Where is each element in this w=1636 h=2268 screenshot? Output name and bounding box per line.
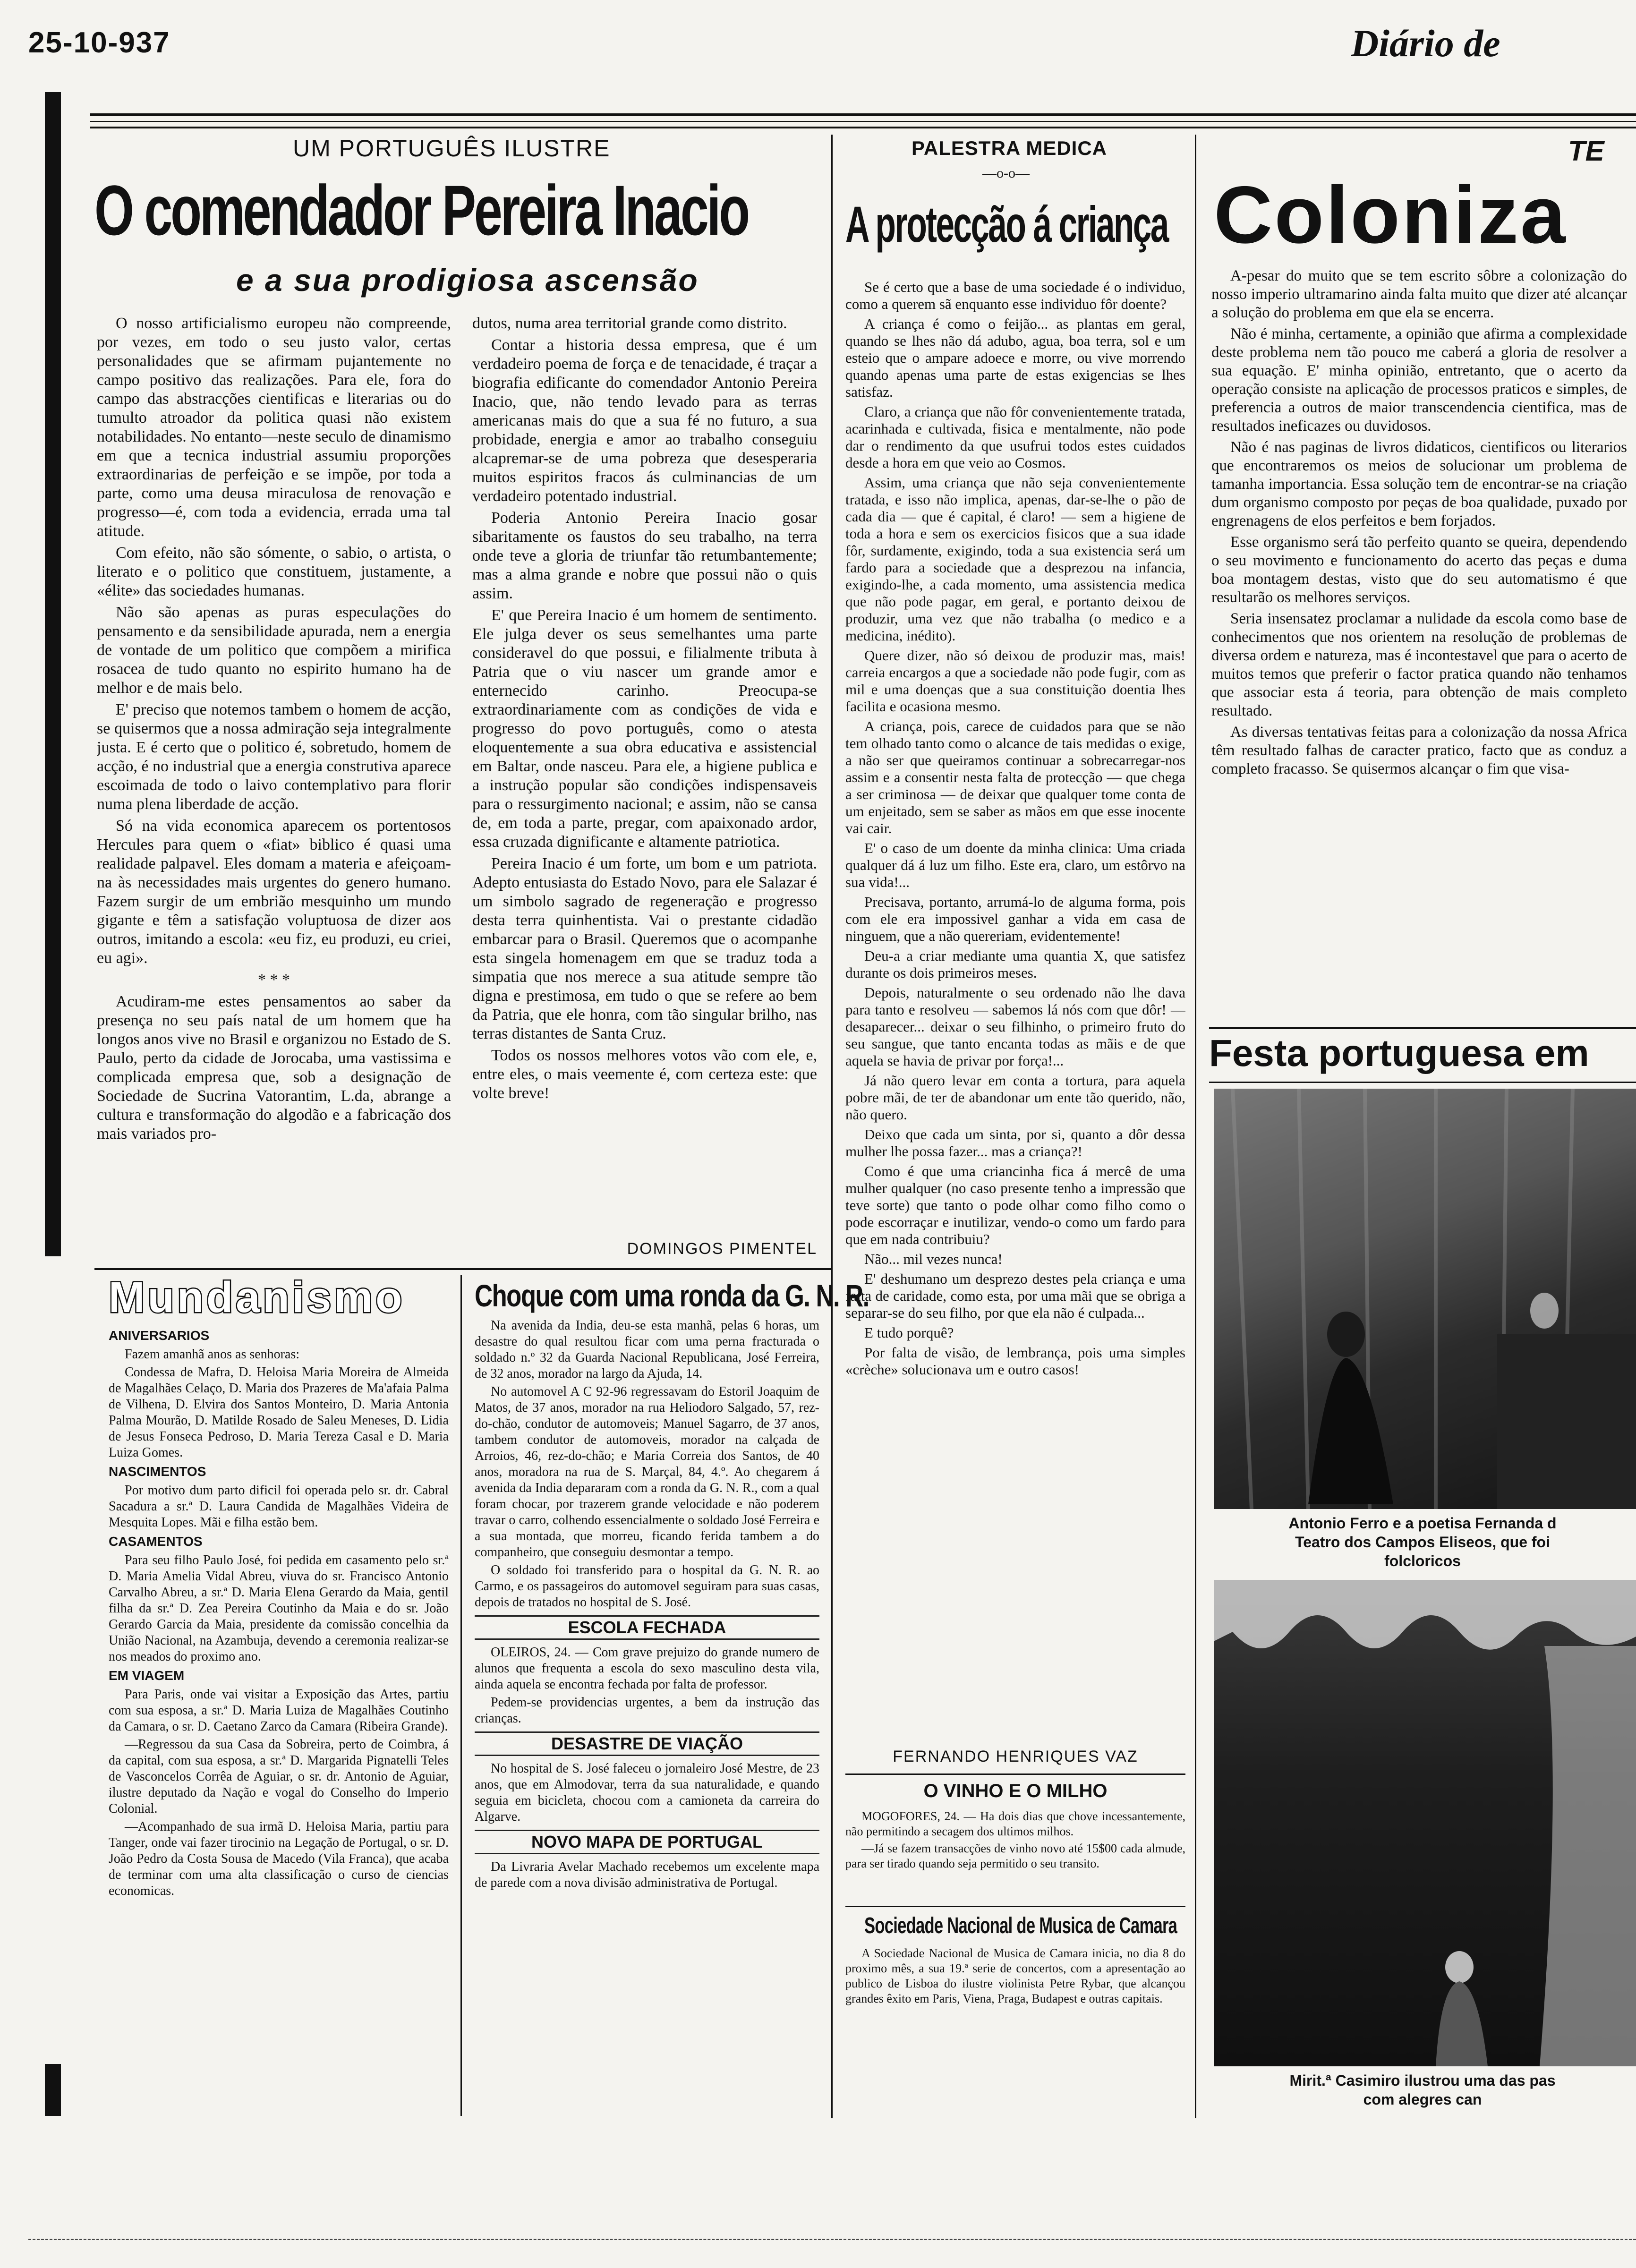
escola-headline: ESCOLA FECHADA bbox=[475, 1615, 819, 1640]
left-margin-bar-bottom bbox=[45, 2064, 61, 2116]
palestra-paragraph: Quere dizer, não só deixou de produzir mas, mais! carreia encargos a que a sociedade não pode fugir, com as mil e uma doenças que a sua constituição doentia lhes facilita e ocasiona mesmo. bbox=[845, 647, 1185, 715]
brief-paragraph: No automovel A C 92-96 regressavam do Estoril Joaquim de Matos, de 37 anos, morador na rua Heliodoro Salgado, 57, rez-do-chão, condutor de automoveis; Manuel Sagarro, de 37 anos, tambem condutor de automoveis, morador na calçada de Arroios, 46, rez-do-chão; e Maria Correia dos Santos, de 40 anos, moradora na rua de S. Marçal, 84, 4.º. Ao chegarem á avenida da India depararam com a ronda da G. N. R., com a qual foram chocar, por trazerem grande velocidade e não poderem travar o carro, colhendo essencialmente o soldado José Ferreira e a sua montada, que morreu, ficando ferida tambem a do companheiro, que conseguiu desmontar a tempo. bbox=[475, 1384, 819, 1560]
section-label-em-viagem: EM VIAGEM bbox=[109, 1668, 185, 1683]
palestra-paragraph: E' o caso de um doente da minha clinica: Uma criada qualquer dá á luz um filho. Este era, claro, um estôrvo na sua vida!... bbox=[845, 840, 1185, 890]
article-column-2 bbox=[472, 314, 817, 1240]
article-paragraph: Não são apenas as puras especulações do pensamento e da sensibilidade apurada, nem a energia de vontade de um politico que compõem a mirifica rosacea de tudo quanto no espirito humano ha de melhor e de mais belo. bbox=[97, 604, 451, 697]
mundanismo-title: Mundanismo bbox=[109, 1273, 405, 1322]
right-paragraph: Seria insensatez proclamar a nulidade da escola como base de conhecimentos que nos orientem na resolução de problemas de diversa ordem e natureza, mas é incontestavel que para o acerto de muitos temos que preferir o factor pratica quando não tenhamos que associar esta á teoria, para obtenção de mais completo resultado. bbox=[1211, 610, 1627, 719]
right-paragraph: Esse organismo será tão perfeito quanto se queira, dependendo o seu movimento e funcionamento do acerto das peças e duma boa montagem destas, visto que do seu automatismo é que resultarão os melhores serviços. bbox=[1211, 534, 1627, 606]
caption-line: Teatro dos Campos Eliseos, que foi bbox=[1295, 1534, 1550, 1551]
left-margin-bar-top bbox=[45, 92, 61, 1256]
society-paragraph: Por motivo dum parto dificil foi operada pelo sr. dr. Cabral Sacadura a sr.ª D. Laura Candida de Magalhães Videira de Mesquita Lopes. Mãi e filha estão bem. bbox=[109, 1483, 449, 1530]
bottom-rule bbox=[28, 2239, 1636, 2240]
palestra-paragraph: Deixo que cada um sinta, por si, quanto a dôr dessa mulher lhe possa fazer... mas a criança?! bbox=[845, 1126, 1185, 1160]
palestra-paragraph: E' deshumano um desprezo destes pela criança e uma falta de caridade, como esta, por uma mãi que se obriga a separar-se do seu filho, por que ela não é culpada... bbox=[845, 1270, 1185, 1321]
palestra-kicker: PALESTRA MEDICA bbox=[912, 137, 1107, 159]
palestra-paragraph: Por falta de visão, de lembrança, pois uma simples «crèche» solucionava um e outro casos! bbox=[845, 1344, 1185, 1378]
brief-paragraph: Na avenida da India, deu-se esta manhã, pelas 6 horas, um desastre do qual resultou ficar com uma perna fracturada o soldado n.º 32 da Guarda Nacional Republicana, José Ferreira, de 32 anos, morador na largo da Ajuda, 14. bbox=[475, 1318, 819, 1381]
palestra-ornament: —o-o— bbox=[982, 165, 1030, 181]
palestra-column bbox=[845, 279, 1185, 1738]
briefs-column bbox=[475, 1318, 819, 2116]
festa-headline: Festa portuguesa em bbox=[1209, 1032, 1589, 1074]
palestra-paragraph: Assim, uma criança que não seja convenientemente tratada, e isso não implica, apenas, dar-se-lhe o pão de cada dia — que é capital, é claro! — sem a higiene de toda a hora e sem os exercicios fisicos que a sua idade fôr, surdamente, exigindo, toda a sua existencia será um fardo para a sociedade que a desprezou na infancia, exigindo-lhe, a cada momento, uma assistencia medica que não pode pagar, em geral, e portanto deixou de produzir, uma vez que não trabalha (o medico e a medicina, inédito). bbox=[845, 474, 1185, 644]
palestra-headline: A protecção á criança bbox=[845, 196, 1168, 253]
article-headline: O comendador Pereira Inacio bbox=[94, 171, 748, 250]
right-column bbox=[1211, 267, 1627, 1023]
vinho-column bbox=[845, 1809, 1185, 1899]
article-paragraph: Acudiram-me estes pensamentos ao saber da presença no seu país natal de um homem que ha longos anos vive no Brasil e organizou no Estado de S. Paulo, perto da cidade de Jorocaba, uma vastissima e complicada empresa que, sob a designação de Sociedade de Sucrina Vatorantim, L.da, abrange a cultura e transformação do algodão e a fabricação dos mais variados pro- bbox=[97, 993, 451, 1143]
musica-column bbox=[845, 1946, 1185, 2083]
article-subheadline: e a sua prodigiosa ascensão bbox=[236, 263, 699, 298]
article-paragraph: dutos, numa area territorial grande como distrito. bbox=[472, 315, 787, 332]
society-paragraph: Condessa de Mafra, D. Heloisa Maria Moreira de Almeida de Magalhães Celaço, D. Maria dos Prazeres de Ma'afaia Palma de Vilhena, D. Elvira dos Santos Monteiro, D. Maria Antonia Palma Mourão, D. Matilde Rosado de Saleu Meneses, D. Lidia de Jesus Fonseca Pedroso, D. Maria Tereza Casal e D. Maria Luiza Gomes. bbox=[109, 1365, 449, 1460]
palestra-paragraph: Como é que uma criancinha fica á mercê de uma mulher qualquer (no caso presente tenho a impressão que teve sorte) que tanto o pode olhar como filho como o pode escorraçar e inutilizar, vendo-o como um fardo para que em nada contribuiu? bbox=[845, 1163, 1185, 1247]
brief-paragraph: Pedem-se providencias urgentes, a bem da instrução das crianças. bbox=[475, 1695, 819, 1726]
mundanismo-column bbox=[109, 1325, 449, 2114]
palestra-paragraph: Deu-a a criar mediante uma quantia X, que satisfez durante os dois primeiros meses. bbox=[845, 947, 1185, 981]
palestra-paragraph: Precisava, portanto, arrumá-lo de alguma forma, pois com ele era impossivel ganhar a vida em casa de ninguem, que a não quereriam, evidentemente! bbox=[845, 894, 1185, 944]
palestra-paragraph: Não... mil vezes nunca! bbox=[864, 1251, 1003, 1267]
brief-paragraph: O soldado foi transferido para o hospital da G. N. R. ao Carmo, e os passageiros do automovel seguiram para suas casas, depois de tratados no hospital de S. José. bbox=[475, 1563, 819, 1610]
top-rule-2 bbox=[90, 127, 1636, 128]
right-paragraph: Não é minha, certamente, a opinião que afirma a complexidade deste problema nem tão pouco me caberá a gloria de resolver a sua equação. E' minha opinião, entretanto, que o acerto da operação consiste na aplicação de processos praticos e simples, de preferencia a outros de maior transcendencia cientifica, mas de resultados ineficazes ou duvidosos. bbox=[1211, 325, 1627, 435]
col-separator-left bbox=[831, 135, 833, 2118]
right-paragraph: Não é nas paginas de livros didaticos, cientificos ou literarios que encontraremos os meios de solucionar um problema de tamanha importancia. Essa solução tem de encontrar-se na criação dum organismo composto por peças de boa qualidade, puxado por engrenagens de elos perfeitos e bem forjados. bbox=[1211, 439, 1627, 529]
article-paragraph: O nosso artificialismo europeu não compreende, por vezes, em todo o seu justo valor, certas personalidades que se afirmam pujantemente no campo positivo das realizações. Para ele, fora do campo das abstracções cientificas e literarias ou do tumulto atroador da politica quasi não existem notabilidades. No entanto—neste seculo de dinamismo em que a tecnica industrial assumiu proporções extraordinarias de perfeição e se impõe, por toda a parte, como uma deusa miraculosa de renovação e progresso—é, com toda a evidencia, errada uma tal atitude. bbox=[97, 315, 451, 540]
musica-paragraph: A Sociedade Nacional de Musica de Camara inicia, no dia 8 do proximo mês, a sua 19.ª serie de concertos, com a apresentação ao publico de Lisboa do ilustre violinista Petre Rybar, que alcançou grandes êxito em Paris, Viena, Praga, Budapest e outras capitais. bbox=[845, 1946, 1185, 2005]
photo-mirita-casimiro bbox=[1214, 1580, 1636, 2066]
brief-paragraph: Da Livraria Avelar Machado recebemos um excelente mapa de parede com a nova divisão administrativa de Portugal. bbox=[475, 1859, 819, 1890]
article-paragraph: Pereira Inacio é um forte, um bom e um patriota. Adepto entusiasta do Estado Novo, para ele Salazar é um simbolo sagrado de regeneração e progresso desta terra quinhentista. Vai o prestante cidadão embarcar para o Brasil. Queremos que o acompanhe esta singela homenagem em que se traduz toda a simpatia que nos merece a sua atitude sempre tão digna e prestimosa, em tudo o que se refere ao bem da Patria, que ele honra, com tão singular brilho, nas terras distantes de Santa Cruz. bbox=[472, 855, 817, 1042]
festa-rule-bottom bbox=[1209, 1082, 1636, 1083]
palestra-signature: FERNANDO HENRIQUES VAZ bbox=[893, 1748, 1138, 1765]
society-paragraph: —Acompanhado de sua irmã D. Heloisa Maria, partiu para Tanger, onde vai fazer tirocinio na Legação de Portugal, o sr. D. João Pedro da Costa Sousa de Macedo (Vila Franca), que acaba de terminar com uma alta classificação o curso de ciencias economicas. bbox=[109, 1819, 449, 1898]
article-paragraph: Contar a historia dessa empresa, que é um verdadeiro poema de força e de tenacidade, é traçar a biografia edificante do comendador Antonio Pereira Inacio, que, não tendo levado para as terras americanas mais do que a sua fé no futuro, a sua probidade, energia e amor ao trabalho conseguiu alcapremar-se de uma pobreza que desesperaria muitos espiritos fracos ás culminancias de um verdadeiro potentado industrial. bbox=[472, 336, 817, 505]
section-label-casamentos: CASAMENTOS bbox=[109, 1534, 203, 1549]
mapa-headline: NOVO MAPA DE PORTUGAL bbox=[475, 1830, 819, 1854]
col-separator-right bbox=[1195, 135, 1196, 2118]
brief-paragraph: No hospital de S. José faleceu o jornaleiro José Mestre, de 23 anos, que em Almodovar, terra da sua naturalidade, e quando seguia em bicicleta, chocou com a camioneta da carreira do Algarve. bbox=[475, 1761, 819, 1824]
right-kicker: TE bbox=[1568, 135, 1604, 167]
mid-divider bbox=[94, 1268, 831, 1270]
caption-line: com alegres can bbox=[1363, 2091, 1482, 2108]
palestra-paragraph: Depois, naturalmente o seu ordenado não lhe dava para tanto e resolveu — sabemos lá nós com que dôr! — desaparecer... deixar o seu filhinho, o primeiro fruto do seu sangue, que tanto encanta todas as mãis e de que aquela se havia de privar por força!... bbox=[845, 984, 1185, 1069]
section-label-nascimentos: NASCIMENTOS bbox=[109, 1464, 206, 1479]
choque-headline: Choque com uma ronda da G. N. R. bbox=[475, 1278, 869, 1313]
vinho-headline: O VINHO E O MILHO bbox=[923, 1781, 1108, 1801]
photo-caption-1 bbox=[1209, 1514, 1636, 1570]
photo-scene-1 bbox=[1214, 1089, 1636, 1509]
palestra-paragraph: E tudo porquê? bbox=[864, 1324, 954, 1341]
palestra-paragraph: A criança é como o feijão... as plantas em geral, quando se lhes não dá adubo, agua, boa terra, sol e um esteio que o ampare adoece e morre, ou vive morrendo quando apenas uma parte de estas exigencias se lhes satisfaz. bbox=[845, 315, 1185, 400]
caption-line: Mirit.ª Casimiro ilustrou uma das pas bbox=[1289, 2072, 1556, 2089]
right-paragraph: As diversas tentativas feitas para a colonização da nossa Africa têm resultado falhas de caracter pratico, facto que as conduz a completo fracasso. Se quisermos alcançar o fim que visa- bbox=[1211, 724, 1627, 777]
section-break: * * * bbox=[258, 971, 290, 989]
article-paragraph: E' que Pereira Inacio é um homem de sentimento. Ele julga dever os seus semelhantes uma parte consideravel do que possui, e filialmente tributa à Patria que o viu nascer um grande amor e enternecido carinho. Preocupa-se extraordinariamente com as condições de vida e progresso do povo português, como o atesta eloquentemente a sua obra educativa e assistencial em Baltar, onde nasceu. Para ele, a higiene publica e a instrução popular são condições indispensaveis para o ressurgimento nacional; e assim, não se cansa de, em toda a parte, pregar, com apaixonado ardor, essa cruzada dignificante e altamente patriotica. bbox=[472, 606, 817, 851]
society-paragraph: —Regressou da sua Casa da Sobreira, perto de Coimbra, á da capital, com sua esposa, a sr.ª D. Margarida Pignatelli Teles de Vasconcelos Corrêa de Aguiar, o sr. dr. Antonio de Aguiar, ilustre deputado da Nação e vogal do Conselho do Imperio Colonial. bbox=[109, 1737, 449, 1816]
musica-headline: Sociedade Nacional de Musica de Camara bbox=[864, 1913, 1177, 1938]
article-paragraph: Todos os nossos melhores votos vão com ele, e, entre eles, o mais veemente é, com certeza este: que volte breve! bbox=[472, 1047, 817, 1102]
right-headline: Coloniza bbox=[1214, 170, 1568, 260]
festa-rule-top bbox=[1209, 1027, 1636, 1029]
top-rule bbox=[90, 113, 1636, 116]
article-paragraph: Com efeito, não são sómente, o sabio, o artista, o literato e o politico que constituem, justamente, a «élite» das sociedades humanas. bbox=[97, 544, 451, 599]
caption-line: folcloricos bbox=[1384, 1552, 1461, 1569]
photo-caption-2 bbox=[1209, 2071, 1636, 2109]
palestra-paragraph: Já não quero levar em conta a tortura, para aquela pobre mãi, de ter de abandonar um ente tão querido, não, não quero. bbox=[845, 1072, 1185, 1123]
section-label-aniversarios: ANIVERSARIOS bbox=[109, 1328, 210, 1343]
desastre-headline: DESASTRE DE VIAÇÃO bbox=[475, 1731, 819, 1756]
right-paragraph: A-pesar do muito que se tem escrito sôbre a colonização do nosso imperio ultramarino ainda falta muito que dizer até alcançar a solução do problema em que ela se encerra. bbox=[1211, 267, 1627, 321]
masthead: Diário de bbox=[1351, 22, 1500, 65]
brief-paragraph: OLEIROS, 24. — Com grave prejuizo do grande numero de alunos que frequenta a escola do sexo masculino desta vila, ainda aquela se encontra fechada por falta de professor. bbox=[475, 1645, 819, 1692]
article-signature: DOMINGOS PIMENTEL bbox=[627, 1240, 817, 1258]
musica-rule bbox=[845, 1906, 1185, 1907]
issue-date: 25-10-937 bbox=[28, 26, 170, 59]
caption-line: Antonio Ferro e a poetisa Fernanda d bbox=[1288, 1515, 1557, 1532]
photo-scene-2 bbox=[1214, 1580, 1636, 2066]
vinho-rule bbox=[845, 1773, 1185, 1775]
article-paragraph: Só na vida economica aparecem os portentosos Hercules para quem o «fiat» biblico é quasi uma realidade palpavel. Eles domam a materia e afeiçoam-na às necessidades mais urgentes do genero humano. Fazem surgir de um embrião mesquinho um mundo gigante e têm a satisfação voluptuosa de dizer aos outros, imitando a escola: «eu fiz, eu produzi, eu criei, eu agi». bbox=[97, 817, 451, 967]
palestra-paragraph: A criança, pois, carece de cuidados para que se não tem olhado tanto como o alcance de tais medidas o exige, a não ser que queiramos continuar a sobrecarregar-nos assim e a consentir nesta falta de protecção — que chega a ser criminosa — de deixar que qualquer tome conta de um enjeitado, sem se saber as mãos em que esse inocente vai cair. bbox=[845, 718, 1185, 836]
photo-antonio-ferro bbox=[1214, 1089, 1636, 1509]
vinho-paragraph: MOGOFORES, 24. — Ha dois dias que chove incessantemente, não permitindo a secagem dos ultimos milhos. bbox=[845, 1809, 1185, 1838]
society-paragraph: Para Paris, onde vai visitar a Exposição das Artes, partiu com sua esposa, a sr.ª D. Maria Luiza de Magalhães Coutinho da Camara, o sr. D. Caetano Zarco da Camara (Ribeira Grande). bbox=[109, 1687, 449, 1734]
society-paragraph: Fazem amanhã anos as senhoras: bbox=[125, 1347, 300, 1362]
article-paragraph: E' preciso que notemos tambem o homem de acção, se quisermos que a nossa admiração seja integralmente justa. E é certo que o politico é, sobretudo, homem de acção, é no industrial que a energia construtiva aparece escoimada de todo o laivo contemplativo para florir numa plena liberdade de acção. bbox=[97, 701, 451, 813]
vinho-paragraph: —Já se fazem transacções de vinho novo até 15$00 cada almude, para ser tirado quando seja permitido o seu transito. bbox=[845, 1842, 1185, 1870]
article-paragraph: Poderia Antonio Pereira Inacio gosar sibaritamente os faustos do seu trabalho, na terra onde teve a gloria de triunfar tão retumbantemente; mas a alma grande e nobre que possui não o quis assim. bbox=[472, 509, 817, 602]
article-column-1 bbox=[97, 314, 451, 1263]
society-paragraph: Para seu filho Paulo José, foi pedida em casamento pelo sr.ª D. Maria Amelia Vidal Abreu, viuva do sr. Francisco Antonio Carvalho Abreu, a sr.ª D. Maria Elena Gerardo da Maia, gentil filha da sr.ª D. Zea Pereira Coutinho da Maia e do sr. João Gerardo Garcia da Maia, presidente da comissão concelhia da União Nacional, na Azambuja, devendo a ceremonia realizar-se nos meados do proximo ano. bbox=[109, 1553, 449, 1664]
mundanismo-separator bbox=[460, 1275, 462, 2116]
palestra-paragraph: Se é certo que a base de uma sociedade é o individuo, como a querem sã enquanto esse individuo fôr doente? bbox=[845, 279, 1185, 312]
palestra-paragraph: Claro, a criança que não fôr convenientemente tratada, acarinhada e cultivada, fisica e mentalmente, não pode dar o rendimento da que usufrui todos estes cuidados desde a hora em que veio ao Cosmos. bbox=[845, 403, 1185, 471]
top-rule-thin bbox=[90, 121, 1636, 122]
article-kicker: UM PORTUGUÊS ILUSTRE bbox=[293, 135, 611, 162]
